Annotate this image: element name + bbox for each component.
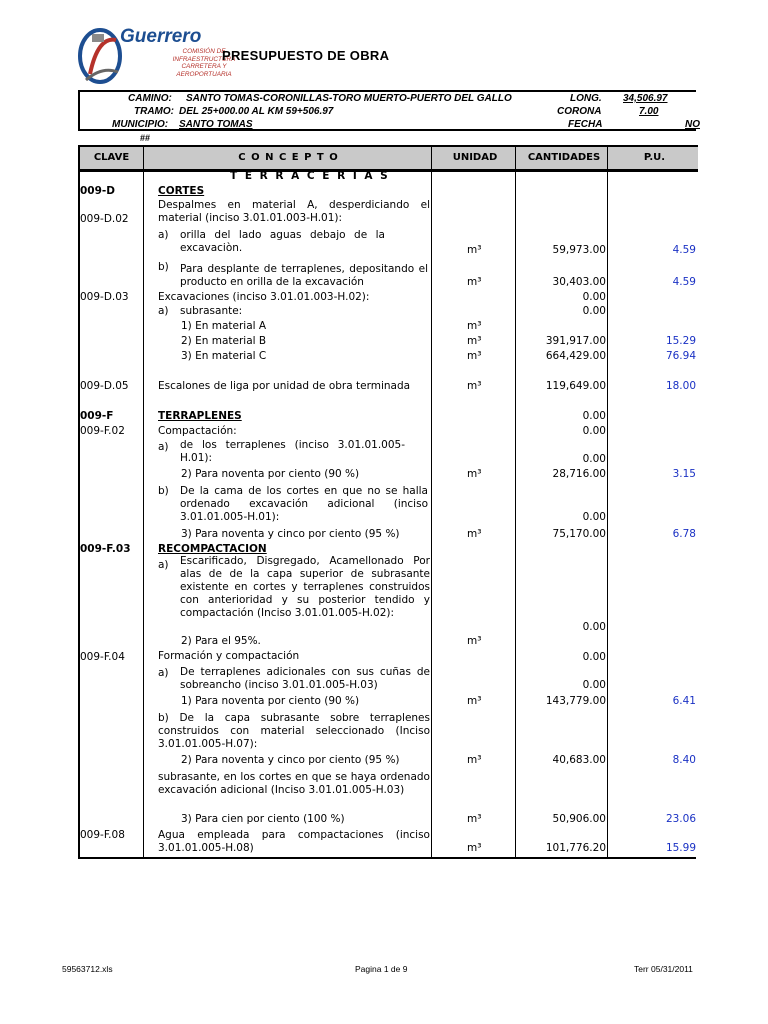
row-concepto: 2) Para el 95%. [181, 635, 261, 647]
row-cantidad: 50,906.00 [552, 813, 606, 825]
corona-label: CORONA [557, 106, 602, 117]
row-pu: 4.59 [672, 244, 696, 256]
row-unidad: m³ [467, 244, 482, 256]
row-cantidad: 0.00 [582, 410, 606, 422]
row-clave: 009-F.02 [80, 425, 125, 437]
row-concepto: De terraplenes adicionales con sus cuñas de sobreancho (inciso 3.01.01.005-H.03) [180, 666, 430, 691]
row-concepto: Despalmes en material A, desperdiciando el material (inciso 3.01.01.003-H.01): [158, 199, 430, 224]
row-cantidad: 119,649.00 [545, 380, 606, 392]
footer-page: Pagina 1 de 9 [355, 964, 408, 974]
row-clave: 009-F.03 [80, 543, 131, 555]
column-divider [143, 145, 144, 857]
document-title: PRESUPUESTO DE OBRA [222, 48, 390, 63]
fecha-value: NO [685, 119, 700, 130]
row-concepto: RECOMPACTACION [158, 543, 267, 555]
row-concepto: b) De la capa subrasante sobre terraplenes construidos con material seleccionado (Inciso 3.01.01.005-H.07): [158, 712, 430, 750]
header-unidad: UNIDAD [452, 152, 498, 163]
row-cantidad: 101,776.20 [545, 842, 606, 854]
row-pu: 18.00 [665, 380, 696, 392]
row-pu: 4.59 [672, 276, 696, 288]
header-cantidades: CANTIDADES [527, 152, 601, 163]
column-divider [515, 145, 516, 857]
row-pu: 6.78 [672, 528, 696, 540]
row-unidad: m³ [467, 350, 482, 362]
project-info-box [78, 90, 700, 131]
row-concepto: 2) Para noventa y cinco por ciento (95 %) [181, 754, 400, 766]
row-concepto: Excavaciones (inciso 3.01.01.003-H.02): [158, 291, 370, 303]
footer-date: Terr 05/31/2011 [634, 964, 693, 974]
row-pu: 8.40 [672, 754, 696, 766]
row-unidad: m³ [467, 380, 482, 392]
row-pu: 15.99 [665, 842, 696, 854]
logo-org: COMISIÓN DE INFRAESTRUCTURA CARRETERA Y AEROPORTUARIA [172, 48, 236, 78]
row-concepto: de los terraplenes (inciso 3.01.01.005-H.01): [180, 439, 405, 464]
row-concepto: 3) En material C [181, 350, 267, 362]
fecha-label: FECHA [568, 119, 603, 130]
municipio-label: MUNICIPIO: [112, 119, 169, 130]
row-cantidad: 40,683.00 [552, 754, 606, 766]
row-cantidad: 664,429.00 [545, 350, 606, 362]
long-value: 34,506.97 [623, 93, 668, 104]
row-letter: a) [158, 441, 169, 453]
row-concepto: Escarificado, Disgregado, Acamellonado Por alas de de la capa superior de subrasante existente en cortes y terraplenes construidos con anterioridad y su posterior tendido y compactación (Inciso 3.01.01.005-H.02): [180, 555, 430, 619]
row-cantidad: 0.00 [582, 651, 606, 663]
row-unidad: m³ [467, 335, 482, 347]
row-concepto: Compactación: [158, 425, 237, 437]
header-clave: CLAVE [93, 152, 130, 163]
row-cantidad: 59,973.00 [552, 244, 606, 256]
row-pu: 6.41 [672, 695, 696, 707]
tramo-value: DEL 25+000.00 AL KM 59+506.97 [179, 106, 334, 117]
row-clave: 009-D.02 [80, 213, 129, 225]
row-concepto: CORTES [158, 185, 205, 197]
footer-filename: 59563712.xls [62, 964, 113, 974]
row-unidad: m³ [467, 842, 482, 854]
row-letter: b) [158, 485, 169, 497]
long-label: LONG. [570, 93, 602, 104]
row-cantidad: 143,779.00 [545, 695, 606, 707]
municipio-value: SANTO TOMAS [179, 119, 253, 130]
budget-table [78, 145, 696, 859]
row-letter: b) [158, 261, 169, 273]
row-concepto: 2) En material B [181, 335, 267, 347]
guerrero-emblem-icon [78, 26, 126, 84]
row-letter: a) [158, 229, 169, 241]
row-unidad: m³ [467, 754, 482, 766]
row-unidad: m³ [467, 320, 482, 332]
row-cantidad: 0.00 [582, 305, 606, 317]
row-clave: 009-F [80, 410, 114, 422]
row-letter: a) [158, 559, 169, 571]
camino-label: CAMINO: [128, 93, 172, 104]
row-cantidad: 0.00 [582, 621, 606, 633]
row-letter: a) [158, 305, 169, 317]
table-header [78, 145, 698, 171]
row-unidad: m³ [467, 468, 482, 480]
row-concepto: subrasante: [180, 305, 243, 317]
row-concepto: subrasante, en los cortes en que se haya ordenado excavación adicional (Inciso 3.01.01.005-H.03) [158, 771, 430, 796]
row-cantidad: 0.00 [582, 453, 606, 465]
row-unidad: m³ [467, 528, 482, 540]
row-concepto: 3) Para noventa y cinco por ciento (95 %) [181, 528, 400, 540]
row-pu: 23.06 [665, 813, 696, 825]
row-concepto: 3) Para cien por ciento (100 %) [181, 813, 345, 825]
row-cantidad: 28,716.00 [552, 468, 606, 480]
row-cantidad: 391,917.00 [545, 335, 606, 347]
row-concepto: orilla del lado aguas debajo de la excavaciòn. [180, 229, 385, 254]
row-concepto: TERRAPLENES [158, 410, 242, 422]
column-divider [607, 145, 608, 857]
row-concepto: 1) Para noventa por ciento (90 %) [181, 695, 360, 707]
tramo-label: TRAMO: [134, 106, 174, 117]
row-clave: 009-D [80, 185, 115, 197]
corona-value: 7.00 [639, 106, 659, 117]
row-unidad: m³ [467, 695, 482, 707]
camino-value: SANTO TOMAS-CORONILLAS-TORO MUERTO-PUERTO DEL GALLO [186, 93, 512, 104]
row-pu: 3.15 [672, 468, 696, 480]
row-clave: 009-D.05 [80, 380, 129, 392]
row-concepto: Para desplante de terraplenes, depositando el producto en orilla de la excavación [180, 263, 428, 288]
row-concepto: Agua empleada para compactaciones (inciso 3.01.01.005-H.08) [158, 829, 430, 854]
row-unidad: m³ [467, 635, 482, 647]
row-cantidad: 0.00 [582, 511, 606, 523]
section-title: T E R R A C E R I A S [230, 170, 390, 182]
row-cantidad: 0.00 [582, 291, 606, 303]
header-concepto: C O N C E P T O [238, 152, 339, 163]
hash-mark: ## [140, 133, 151, 143]
column-divider [431, 145, 432, 857]
row-cantidad: 0.00 [582, 679, 606, 691]
header-pu: P.U. [643, 152, 666, 163]
row-letter: a) [158, 667, 169, 679]
row-unidad: m³ [467, 813, 482, 825]
row-concepto: 1) En material A [181, 320, 267, 332]
row-cantidad: 75,170.00 [552, 528, 606, 540]
logo [78, 26, 236, 84]
row-concepto: Formación y compactación [158, 650, 300, 662]
row-pu: 76.94 [665, 350, 696, 362]
row-clave: 009-F.04 [80, 651, 125, 663]
row-concepto: Escalones de liga por unidad de obra terminada [158, 380, 411, 392]
logo-brand: Guerrero [120, 26, 202, 47]
row-clave: 009-F.08 [80, 829, 125, 841]
row-concepto: De la cama de los cortes en que no se halla ordenado excavación adicional (inciso 3.01.01.005-H.01): [180, 485, 428, 523]
row-cantidad: 30,403.00 [552, 276, 606, 288]
row-clave: 009-D.03 [80, 291, 129, 303]
row-unidad: m³ [467, 276, 482, 288]
row-concepto: 2) Para noventa por ciento (90 %) [181, 468, 360, 480]
row-pu: 15.29 [665, 335, 696, 347]
row-cantidad: 0.00 [582, 425, 606, 437]
